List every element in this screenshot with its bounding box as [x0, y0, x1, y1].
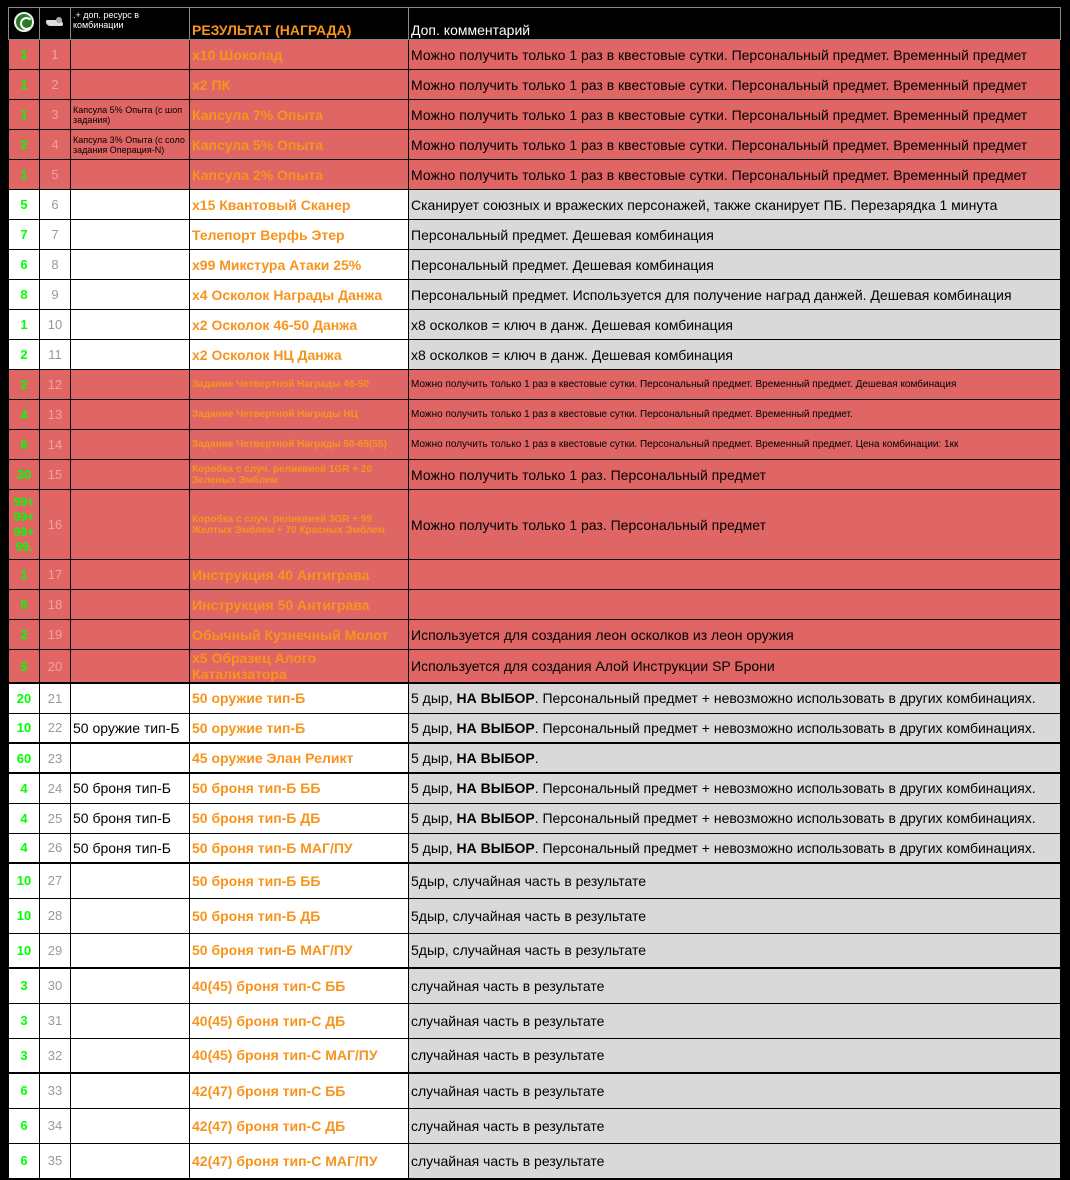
- qty-cell: 10: [9, 863, 40, 898]
- extra-resource-cell: [71, 743, 190, 773]
- result-cell: 50 броня тип-Б МАГ/ПУ: [190, 833, 409, 863]
- table-row: [9, 250, 1061, 280]
- table-row: [9, 713, 1061, 743]
- row-number-cell: 1: [40, 40, 71, 70]
- row-number-cell: 31: [40, 1003, 71, 1038]
- result-cell: x99 Микстура Атаки 25%: [190, 250, 409, 280]
- choice-emphasis: НА ВЫБОР: [456, 750, 535, 766]
- comment-cell: Можно получить только 1 раз в квестовые сутки. Персональный предмет. Временный предмет: [409, 100, 1061, 130]
- result-cell: 40(45) броня тип-С ДБ: [190, 1003, 409, 1038]
- extra-resource-cell: [71, 370, 190, 400]
- row-number-cell: 3: [40, 100, 71, 130]
- extra-resource-cell: [71, 650, 190, 684]
- extra-resource-cell: [71, 220, 190, 250]
- extra-resource-cell: [71, 933, 190, 968]
- qty-cell: 2: [9, 340, 40, 370]
- comment-cell: случайная часть в результате: [409, 1143, 1061, 1178]
- table-row: [9, 650, 1061, 684]
- comment-cell: Персональный предмет. Используется для получение наград данжей. Дешевая комбинация: [409, 280, 1061, 310]
- table-row: [9, 70, 1061, 100]
- table-row: [9, 40, 1061, 70]
- comment-cell: Можно получить только 1 раз. Персональный предмет: [409, 460, 1061, 490]
- comment-cell: Можно получить только 1 раз в квестовые сутки. Персональный предмет. Временный предмет.: [409, 400, 1061, 430]
- header-qty-cell: [9, 8, 40, 40]
- comment-cell: Можно получить только 1 раз в квестовые сутки. Персональный предмет. Временный предмет: [409, 70, 1061, 100]
- table-row: [9, 683, 1061, 713]
- qty-cell: 2: [9, 620, 40, 650]
- result-cell: 50 оружие тип-Б: [190, 683, 409, 713]
- comment-cell: Используется для создания леон осколков из леон оружия: [409, 620, 1061, 650]
- wolf-head-icon: [44, 17, 66, 29]
- comment-cell: Персональный предмет. Дешевая комбинация: [409, 250, 1061, 280]
- table-row: [9, 773, 1061, 803]
- header-comment: Доп. комментарий: [409, 8, 1061, 40]
- qty-cell: 10: [9, 898, 40, 933]
- green-circle-emblem-icon: [14, 12, 34, 32]
- row-number-cell: 5: [40, 160, 71, 190]
- qty-cell: 10: [9, 933, 40, 968]
- result-cell: x2 Осколок НЦ Данжа: [190, 340, 409, 370]
- row-number-cell: 21: [40, 683, 71, 713]
- table-row: [9, 590, 1061, 620]
- qty-cell: 6: [9, 1073, 40, 1108]
- qty-cell: 1: [9, 100, 40, 130]
- table-row: [9, 1073, 1061, 1108]
- row-number-cell: 13: [40, 400, 71, 430]
- comment-cell: [409, 560, 1061, 590]
- qty-cell: 5: [9, 650, 40, 684]
- extra-resource-cell: [71, 1073, 190, 1108]
- result-cell: Коробка с случ. реликвией 3GR + 99 Желтых Эмблем + 70 Красных Эмблем: [190, 490, 409, 560]
- row-number-cell: 16: [40, 490, 71, 560]
- result-cell: 50 броня тип-Б МАГ/ПУ: [190, 933, 409, 968]
- comment-cell: 5 дыр, НА ВЫБОР. Персональный предмет + невозможно использовать в других комбинациях.: [409, 683, 1061, 713]
- row-number-cell: 27: [40, 863, 71, 898]
- extra-resource-cell: [71, 340, 190, 370]
- extra-resource-cell: [71, 898, 190, 933]
- header-num-cell: [40, 8, 71, 40]
- comment-cell: случайная часть в результате: [409, 1108, 1061, 1143]
- row-number-cell: 18: [40, 590, 71, 620]
- table-row: [9, 743, 1061, 773]
- result-cell: x4 Осколок Награды Данжа: [190, 280, 409, 310]
- result-cell: Капсула 5% Опыта: [190, 130, 409, 160]
- table-row: [9, 833, 1061, 863]
- choice-emphasis: НА ВЫБОР: [456, 810, 535, 826]
- result-cell: 50 броня тип-Б ДБ: [190, 803, 409, 833]
- result-cell: 40(45) броня тип-С МАГ/ПУ: [190, 1038, 409, 1073]
- qty-cell: 5: [9, 590, 40, 620]
- reward-table-container: [8, 7, 1060, 1172]
- qty-cell: 6: [9, 1108, 40, 1143]
- extra-resource-cell: [71, 1038, 190, 1073]
- table-row: [9, 280, 1061, 310]
- comment-cell: Используется для создания Алой Инструкции SP Брони: [409, 650, 1061, 684]
- comment-cell: случайная часть в результате: [409, 1073, 1061, 1108]
- comment-cell: Сканирует союзных и вражеских персонажей, также сканирует ПБ. Перезарядка 1 минута: [409, 190, 1061, 220]
- extra-resource-cell: [71, 968, 190, 1003]
- comment-cell: 5 дыр, НА ВЫБОР. Персональный предмет + невозможно использовать в других комбинациях.: [409, 713, 1061, 743]
- comment-cell: x8 осколков = ключ в данж. Дешевая комбинация: [409, 340, 1061, 370]
- result-cell: 42(47) броня тип-С ДБ: [190, 1108, 409, 1143]
- comment-cell: Персональный предмет. Дешевая комбинация: [409, 220, 1061, 250]
- table-header-row: [9, 8, 1061, 40]
- extra-resource-cell: 50 броня тип-Б: [71, 773, 190, 803]
- extra-resource-cell: [71, 280, 190, 310]
- comment-cell: 5 дыр, НА ВЫБОР.: [409, 743, 1061, 773]
- result-cell: 50 броня тип-Б ББ: [190, 863, 409, 898]
- result-cell: 50 броня тип-Б ДБ: [190, 898, 409, 933]
- table-row: [9, 1003, 1061, 1038]
- qty-cell: 3: [9, 1038, 40, 1073]
- row-number-cell: 34: [40, 1108, 71, 1143]
- row-number-cell: 4: [40, 130, 71, 160]
- result-cell: x5 Образец Алого Катализатора: [190, 650, 409, 684]
- qty-cell: 2: [9, 130, 40, 160]
- qty-cell: 2: [9, 370, 40, 400]
- table-row: [9, 100, 1061, 130]
- table-row: [9, 1108, 1061, 1143]
- result-cell: 42(47) броня тип-С ББ: [190, 1073, 409, 1108]
- row-number-cell: 7: [40, 220, 71, 250]
- result-cell: x2 ПК: [190, 70, 409, 100]
- result-cell: Инструкция 50 Антиграва: [190, 590, 409, 620]
- table-row: [9, 803, 1061, 833]
- result-cell: Обычный Кузнечный Молот: [190, 620, 409, 650]
- row-number-cell: 30: [40, 968, 71, 1003]
- row-number-cell: 2: [40, 70, 71, 100]
- row-number-cell: 24: [40, 773, 71, 803]
- extra-resource-cell: 50 броня тип-Б: [71, 833, 190, 863]
- qty-cell: 1: [9, 560, 40, 590]
- extra-resource-cell: [71, 40, 190, 70]
- result-cell: Задание Четвертной Награды 46-50: [190, 370, 409, 400]
- table-row: [9, 190, 1061, 220]
- table-row: [9, 560, 1061, 590]
- qty-cell: 6: [9, 250, 40, 280]
- row-number-cell: 14: [40, 430, 71, 460]
- qty-cell: 20: [9, 683, 40, 713]
- row-number-cell: 11: [40, 340, 71, 370]
- row-number-cell: 29: [40, 933, 71, 968]
- row-number-cell: 8: [40, 250, 71, 280]
- result-cell: Капсула 2% Опыта: [190, 160, 409, 190]
- table-body: [9, 40, 1061, 1179]
- qty-cell: 1: [9, 310, 40, 340]
- table-row: [9, 620, 1061, 650]
- comment-cell: [409, 590, 1061, 620]
- qty-cell: 3: [9, 1003, 40, 1038]
- comment-cell: 5дыр, случайная часть в результате: [409, 863, 1061, 898]
- result-cell: Коробка с случ. реликвией 1GR + 20 Зеленых Эмблем: [190, 460, 409, 490]
- table-row: [9, 220, 1061, 250]
- extra-resource-cell: [71, 863, 190, 898]
- table-row: [9, 340, 1061, 370]
- choice-emphasis: НА ВЫБОР: [456, 839, 535, 856]
- row-number-cell: 22: [40, 713, 71, 743]
- extra-resource-cell: [71, 430, 190, 460]
- choice-emphasis: НА ВЫБОР: [456, 690, 535, 707]
- result-cell: 50 оружие тип-Б: [190, 713, 409, 743]
- extra-resource-cell: 50 броня тип-Б: [71, 803, 190, 833]
- comment-cell: Можно получить только 1 раз в квестовые сутки. Персональный предмет. Временный предмет. Дешевая комбинация: [409, 370, 1061, 400]
- row-number-cell: 10: [40, 310, 71, 340]
- qty-cell: 5: [9, 190, 40, 220]
- qty-cell: 60: [9, 743, 40, 773]
- table-row: [9, 1143, 1061, 1178]
- extra-resource-cell: [71, 1108, 190, 1143]
- extra-resource-cell: [71, 560, 190, 590]
- row-number-cell: 9: [40, 280, 71, 310]
- qty-cell: 6: [9, 1143, 40, 1178]
- qty-cell: 6: [9, 430, 40, 460]
- extra-resource-cell: 50 оружие тип-Б: [71, 713, 190, 743]
- extra-resource-cell: [71, 160, 190, 190]
- qty-cell: 10: [9, 713, 40, 743]
- comment-cell: 5 дыр, НА ВЫБОР. Персональный предмет + невозможно использовать в других комбинациях.: [409, 803, 1061, 833]
- table-row: [9, 370, 1061, 400]
- row-number-cell: 28: [40, 898, 71, 933]
- result-cell: 50 броня тип-Б ББ: [190, 773, 409, 803]
- extra-resource-cell: [71, 310, 190, 340]
- comment-cell: Можно получить только 1 раз. Персональный предмет: [409, 490, 1061, 560]
- header-result: РЕЗУЛЬТАТ (НАГРАДА): [190, 8, 409, 40]
- comment-cell: Можно получить только 1 раз в квестовые сутки. Персональный предмет. Временный предмет. Цена комбинации: 1кк: [409, 430, 1061, 460]
- table-row: [9, 898, 1061, 933]
- extra-resource-cell: [71, 1143, 190, 1178]
- extra-resource-cell: [71, 400, 190, 430]
- qty-cell: 4: [9, 833, 40, 863]
- row-number-cell: 6: [40, 190, 71, 220]
- row-number-cell: 33: [40, 1073, 71, 1108]
- comment-cell: 5 дыр, НА ВЫБОР. Персональный предмет + невозможно использовать в других комбинациях.: [409, 833, 1061, 863]
- comment-cell: x8 осколков = ключ в данж. Дешевая комбинация: [409, 310, 1061, 340]
- qty-cell: 8: [9, 280, 40, 310]
- row-number-cell: 25: [40, 803, 71, 833]
- extra-resource-cell: [71, 590, 190, 620]
- table-row: [9, 310, 1061, 340]
- result-cell: Задание Четвертной Награды 50-65(55): [190, 430, 409, 460]
- table-row: [9, 400, 1061, 430]
- extra-resource-cell: Капсула 5% Опыта (с шоп задания): [71, 100, 190, 130]
- row-number-cell: 15: [40, 460, 71, 490]
- row-number-cell: 32: [40, 1038, 71, 1073]
- comment-cell: Можно получить только 1 раз в квестовые сутки. Персональный предмет. Временный предмет: [409, 40, 1061, 70]
- row-number-cell: 19: [40, 620, 71, 650]
- choice-emphasis: НА ВЫБОР: [456, 719, 535, 736]
- result-cell: 45 оружие Элан Реликт: [190, 743, 409, 773]
- row-number-cell: 35: [40, 1143, 71, 1178]
- extra-resource-cell: [71, 1003, 190, 1038]
- comment-cell: случайная часть в результате: [409, 968, 1061, 1003]
- row-number-cell: 12: [40, 370, 71, 400]
- result-cell: Телепорт Верфь Этер: [190, 220, 409, 250]
- table-row: [9, 460, 1061, 490]
- extra-resource-cell: [71, 460, 190, 490]
- comment-cell: Можно получить только 1 раз в квестовые сутки. Персональный предмет. Временный предмет: [409, 160, 1061, 190]
- result-cell: x15 Квантовый Сканер: [190, 190, 409, 220]
- row-number-cell: 17: [40, 560, 71, 590]
- comment-cell: 5дыр, случайная часть в результате: [409, 898, 1061, 933]
- table-row: [9, 933, 1061, 968]
- table-row: [9, 968, 1061, 1003]
- extra-resource-cell: [71, 620, 190, 650]
- extra-resource-cell: [71, 490, 190, 560]
- result-cell: x10 Шоколад: [190, 40, 409, 70]
- qty-cell: 1: [9, 160, 40, 190]
- result-cell: 42(47) броня тип-С МАГ/ПУ: [190, 1143, 409, 1178]
- table-row: [9, 160, 1061, 190]
- qty-cell: 7: [9, 220, 40, 250]
- result-cell: 40(45) броня тип-С ББ: [190, 968, 409, 1003]
- qty-cell: 3: [9, 968, 40, 1003]
- qty-cell: 1: [9, 70, 40, 100]
- table-row: [9, 490, 1061, 560]
- comment-cell: 5дыр, случайная часть в результате: [409, 933, 1061, 968]
- qty-cell: 1: [9, 40, 40, 70]
- reward-table: [8, 7, 1061, 1179]
- table-row: [9, 130, 1061, 160]
- table-row: [9, 430, 1061, 460]
- extra-resource-cell: Капсула 3% Опыта (с соло задания Операция-N): [71, 130, 190, 160]
- row-number-cell: 20: [40, 650, 71, 684]
- qty-cell: 99+ 99+ 99+ 99.: [9, 490, 40, 560]
- result-cell: Капсула 7% Опыта: [190, 100, 409, 130]
- extra-resource-cell: [71, 70, 190, 100]
- result-cell: x2 Осколок 46-50 Данжа: [190, 310, 409, 340]
- result-cell: Инструкция 40 Антиграва: [190, 560, 409, 590]
- comment-cell: случайная часть в результате: [409, 1038, 1061, 1073]
- qty-cell: 4: [9, 803, 40, 833]
- table-row: [9, 1038, 1061, 1073]
- qty-cell: 4: [9, 773, 40, 803]
- result-cell: Задание Четвертной Награды НЦ: [190, 400, 409, 430]
- extra-resource-cell: [71, 250, 190, 280]
- row-number-cell: 26: [40, 833, 71, 863]
- extra-resource-cell: [71, 190, 190, 220]
- extra-resource-cell: [71, 683, 190, 713]
- comment-cell: 5 дыр, НА ВЫБОР. Персональный предмет + невозможно использовать в других комбинациях.: [409, 773, 1061, 803]
- qty-cell: 30: [9, 460, 40, 490]
- qty-cell: 4: [9, 400, 40, 430]
- table-row: [9, 863, 1061, 898]
- header-extra: .+ доп. ресурс в комбинации: [71, 8, 190, 40]
- choice-emphasis: НА ВЫБОР: [456, 780, 535, 797]
- comment-cell: Можно получить только 1 раз в квестовые сутки. Персональный предмет. Временный предмет: [409, 130, 1061, 160]
- comment-cell: случайная часть в результате: [409, 1003, 1061, 1038]
- row-number-cell: 23: [40, 743, 71, 773]
